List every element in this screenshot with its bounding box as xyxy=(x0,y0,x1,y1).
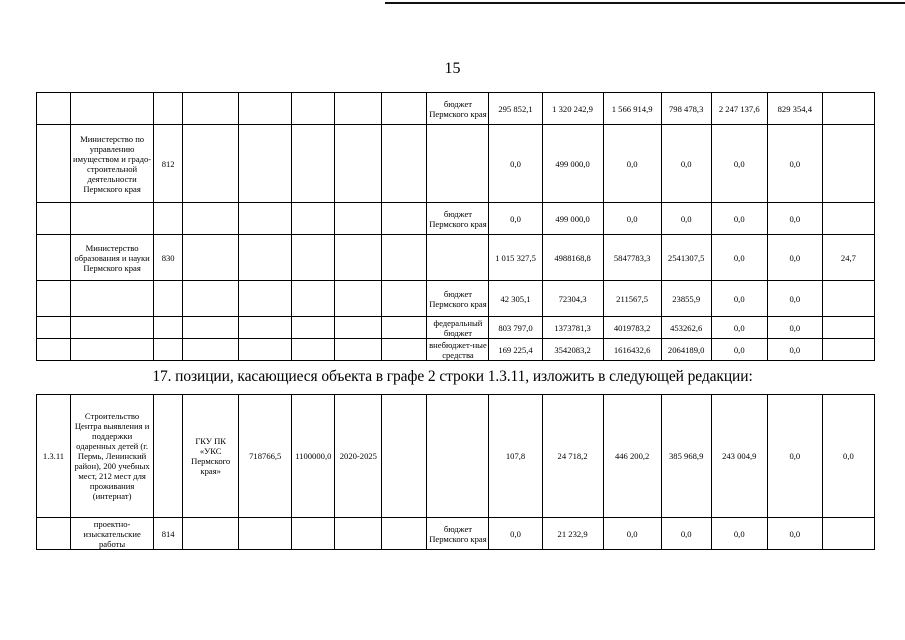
value-cell: 21 232,9 xyxy=(542,518,603,550)
value-cell: 0,0 xyxy=(711,125,767,203)
last-value xyxy=(822,93,874,125)
value-cell: 24 718,2 xyxy=(542,395,603,518)
value-cell: 2 247 137,6 xyxy=(711,93,767,125)
cost-value: 718766,5 xyxy=(239,395,292,518)
code xyxy=(154,339,183,361)
last-value: 24,7 xyxy=(822,235,874,281)
value-cell: 0,0 xyxy=(711,518,767,550)
value-cell: 243 004,9 xyxy=(711,395,767,518)
organization-name xyxy=(71,93,154,125)
funding-source: федеральный бюджет xyxy=(427,317,489,339)
value-cell: 499 000,0 xyxy=(542,125,603,203)
value-cell: 211567,5 xyxy=(603,281,661,317)
table-row xyxy=(37,125,875,203)
value-cell: 4019783,2 xyxy=(603,317,661,339)
value-cell: 0,0 xyxy=(661,203,711,235)
value-cell: 0,0 xyxy=(489,125,542,203)
value-cell: 453262,6 xyxy=(661,317,711,339)
value-cell: 2541307,5 xyxy=(661,235,711,281)
value-cell: 0,0 xyxy=(711,281,767,317)
value-cell: 1 320 242,9 xyxy=(542,93,603,125)
funding-source xyxy=(427,125,489,203)
code: 812 xyxy=(154,125,183,203)
code: 830 xyxy=(154,235,183,281)
code xyxy=(154,93,183,125)
value-cell: 0,0 xyxy=(711,339,767,361)
organization-name: Министерство по управлению имуществом и градо-строительной деятельности Пермского края xyxy=(71,125,154,203)
value-cell: 803 797,0 xyxy=(489,317,542,339)
customer: ГКУ ПК «УКС Пермского края» xyxy=(183,395,239,518)
value-cell: 0,0 xyxy=(489,203,542,235)
table-row xyxy=(37,317,875,339)
last-value xyxy=(822,281,874,317)
value-cell: 1 015 327,5 xyxy=(489,235,542,281)
capacity-value: 1100000,0 xyxy=(292,395,335,518)
table-row xyxy=(37,203,875,235)
object-name: Строительство Центра выявления и поддержки одаренных детей (г. Пермь, Ленинский район), 200 учебных мест, 212 мест для проживания (интернат) xyxy=(71,395,154,518)
value-cell: 107,8 xyxy=(489,395,542,518)
organization-name xyxy=(71,203,154,235)
code xyxy=(154,281,183,317)
value-cell: 5847783,3 xyxy=(603,235,661,281)
organization-name xyxy=(71,281,154,317)
funding-source: бюджет Пермского края xyxy=(427,518,489,550)
period: 2020-2025 xyxy=(335,395,382,518)
code xyxy=(154,203,183,235)
value-cell: 1616432,6 xyxy=(603,339,661,361)
organization-name: Министерство образования и науки Пермского края xyxy=(71,235,154,281)
last-value: 0,0 xyxy=(822,395,874,518)
budget-table-continued xyxy=(36,92,875,361)
value-cell: 499 000,0 xyxy=(542,203,603,235)
value-cell: 0,0 xyxy=(489,518,542,550)
code xyxy=(154,317,183,339)
value-cell: 0,0 xyxy=(661,518,711,550)
value-cell: 2064189,0 xyxy=(661,339,711,361)
value-cell: 0,0 xyxy=(767,518,822,550)
organization-name xyxy=(71,317,154,339)
funding-source: бюджет Пермского края xyxy=(427,203,489,235)
table-row xyxy=(37,93,875,125)
page-number: 15 xyxy=(444,60,461,77)
last-value xyxy=(822,518,874,550)
table-row xyxy=(37,395,875,518)
funding-source: бюджет Пермского края xyxy=(427,281,489,317)
last-value xyxy=(822,317,874,339)
value-cell: 385 968,9 xyxy=(661,395,711,518)
work-type: проектно-изыскательские работы xyxy=(71,518,154,550)
value-cell: 0,0 xyxy=(767,203,822,235)
value-cell: 1 566 914,9 xyxy=(603,93,661,125)
value-cell: 0,0 xyxy=(767,281,822,317)
last-value xyxy=(822,125,874,203)
value-cell: 0,0 xyxy=(767,395,822,518)
value-cell: 829 354,4 xyxy=(767,93,822,125)
object-table xyxy=(36,394,875,550)
value-cell: 3542083,2 xyxy=(542,339,603,361)
funding-source: внебюджет-ные средства xyxy=(427,339,489,361)
value-cell: 0,0 xyxy=(767,317,822,339)
value-cell: 1373781,3 xyxy=(542,317,603,339)
value-cell: 0,0 xyxy=(711,235,767,281)
value-cell: 4988168,8 xyxy=(542,235,603,281)
last-value xyxy=(822,203,874,235)
table-row xyxy=(37,339,875,361)
value-cell: 0,0 xyxy=(603,125,661,203)
row-number: 1.3.11 xyxy=(37,395,71,518)
value-cell: 0,0 xyxy=(711,317,767,339)
value-cell: 0,0 xyxy=(603,518,661,550)
value-cell: 0,0 xyxy=(603,203,661,235)
funding-source: бюджет Пермского края xyxy=(427,93,489,125)
table-row xyxy=(37,281,875,317)
section-heading: 17. позиции, касающиеся объекта в графе 2 строки 1.3.11, изложить в следующей редакции: xyxy=(152,368,753,385)
value-cell: 0,0 xyxy=(767,339,822,361)
value-cell: 446 200,2 xyxy=(603,395,661,518)
table-row xyxy=(37,235,875,281)
value-cell: 169 225,4 xyxy=(489,339,542,361)
funding-source xyxy=(427,235,489,281)
code: 814 xyxy=(154,518,183,550)
organization-name xyxy=(71,339,154,361)
header-rule xyxy=(385,2,905,4)
table-row xyxy=(37,518,875,550)
value-cell: 0,0 xyxy=(711,203,767,235)
last-value xyxy=(822,339,874,361)
value-cell: 0,0 xyxy=(767,235,822,281)
value-cell: 42 305,1 xyxy=(489,281,542,317)
value-cell: 295 852,1 xyxy=(489,93,542,125)
value-cell: 0,0 xyxy=(767,125,822,203)
value-cell: 798 478,3 xyxy=(661,93,711,125)
value-cell: 23855,9 xyxy=(661,281,711,317)
value-cell: 0,0 xyxy=(661,125,711,203)
value-cell: 72304,3 xyxy=(542,281,603,317)
